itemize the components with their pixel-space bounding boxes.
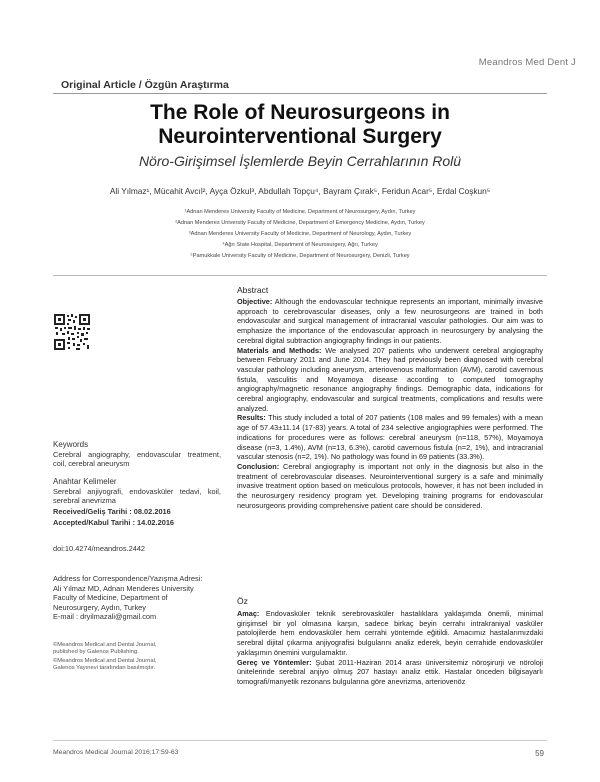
- objective-label: Objective:: [237, 297, 273, 306]
- authors: Ali Yılmaz¹, Mücahit Avcıl², Ayça Özkul³, Abdullah Topçu⁴, Bayram Çırak⁵, Feridun Acar⁵, Erdal Coşkun⁵: [109, 186, 491, 196]
- journal-header: Meandros Med Dent J: [478, 57, 576, 68]
- affiliation-3: ³Adnan Menderes University Faculty of Medicine, Department of Neurology, Aydın, Turkey: [188, 231, 412, 237]
- conclusion-text: Cerebral angiography is important not only in the diagnosis but also in the treatment of cerebrovascular diseases. Neurointerventional surgery is a safe and minimally invasive treatment option based on meticulous protocols, however, it has not been included in the neurosurgery residency program yet. Developing training programs for endovascular neurosurgeons providing comprehensive patient care should be considered.: [237, 461, 543, 510]
- subtitle: Nöro-Girişimsel İşlemlerde Beyin Cerrahlarının Rolü: [138, 153, 462, 169]
- copyright-line: Galenos Yayınevi tarafından basılmıştır.: [53, 665, 156, 671]
- copyright-line: ©Meandros Medical and Dental Journal,: [53, 642, 157, 648]
- keywords-section: [53, 440, 221, 469]
- affiliation-5: ⁵Pamukkale University Faculty of Medicine, Department of Neurosurgery, Denizli, Turkey: [190, 253, 410, 259]
- page-number: 59: [535, 749, 544, 758]
- methods-label: Materials and Methods:: [237, 345, 322, 355]
- address-line: Faculty of Medicine, Department of: [53, 593, 168, 603]
- email[interactable]: E-mail : dryilmazali@gmail.com: [53, 612, 157, 622]
- address-line: Neurosurgery, Aydın, Turkey: [53, 602, 146, 612]
- amac-text: Endovasküler teknik serebrovasküler hastalıklara yaklaşımda önemli, minimal girişimsel bir yol olmasına karşın, sadece birkaç beyin cerrahı intrakraniyal vasküler patolojilerde hem endovasküler hem cerrahi yöntemde eğitildi. Amacımız hastalarımızdaki serebral dijital çıkarma anjiyografisi bulgularını analiz ederek, beyin cerrahide endovasküler yaklaşımın önemini vurgulamaktır.: [237, 609, 543, 657]
- abstract-body: [237, 297, 543, 510]
- title-line-2: Neurointerventional Surgery: [158, 125, 442, 148]
- abstract-title: Abstract: [237, 285, 269, 295]
- address-line: Ali Yılmaz MD, Adnan Menderes University: [53, 583, 194, 593]
- copyright-line: published by Galenos Publishing.: [53, 649, 139, 655]
- keywords-text: Cerebral angiography, endovascular treatment, coil, cerebral aneurysm: [53, 449, 221, 469]
- accepted-date: Accepted/Kabul Tarihi : 14.02.2016: [53, 518, 175, 527]
- gerec-text: Şubat 2011-Haziran 2014 arası üniversitemiz nöroşirurji ve nöroloji ünitelerinde serebral anjiyo olmuş 207 hastayı analiz ettik. Hastalar önceden bilgisayarlı tomografi/manyetik rezonans bulgularına göre anevrizma, arteriovenöz: [237, 657, 544, 686]
- oz-body: [237, 609, 543, 687]
- copyright-line: ©Meandros Medical and Dental Journal,: [53, 658, 157, 664]
- footer-citation: Meandros Medical Journal 2016;17:59-63: [53, 749, 179, 756]
- anahtar-section: [53, 477, 221, 506]
- qr-code-icon: [53, 313, 91, 351]
- received-date: Received/Geliş Tarihi : 08.02.2016: [53, 507, 171, 516]
- affiliation-2: ²Adnan Menderes University Faculty of Medicine, Department of Emergency Medicine, Aydın, Turkey: [175, 220, 425, 226]
- keywords-title: Keywords: [53, 440, 89, 449]
- affiliation-1: ¹Adnan Menderes University Faculty of Medicine, Department of Neurosurgery, Aydın, Turkey: [184, 209, 416, 215]
- abstract-methods: [237, 346, 543, 414]
- address-title: Address for Correspondence/Yazışma Adresi:: [53, 574, 203, 583]
- gerec-label: Gereç ve Yöntemler:: [237, 657, 312, 667]
- title-line-1: The Role of Neurosurgeons in: [150, 101, 450, 124]
- article-type: Original Article / Özgün Araştırma: [61, 79, 229, 91]
- divider: [53, 275, 547, 276]
- copyright: [53, 642, 223, 672]
- oz-gerec: [237, 658, 543, 687]
- anahtar-title: Anahtar Kelimeler: [53, 477, 117, 486]
- methods-text: We analysed 207 patients who underwent cerebral angiography between February 2011 and June 2014. They had previously been diagnosed with cerebral vascular pathology including aneurysm, arteriovenous malformation (AVM), carotid cavernous fistula, vasculitis and Moyamoya disease according to computed tomography angiography/magnetic resonance angiography findings. Demographic data, indications for cerebral angiography, endovascular and surgical treatments, complications and results were analyzed.: [237, 345, 543, 413]
- footer-divider: [53, 740, 547, 741]
- affiliation-4: ⁴Ağrı State Hospital, Department of Neurosurgery, Ağrı, Turkey: [222, 242, 378, 248]
- abstract-results: [237, 413, 543, 462]
- anahtar-text: Serebral anjiyografi, endovasküler tedavi, koil, serebral anevrizma: [53, 486, 221, 506]
- doi: doi:10.4274/meandros.2442: [53, 544, 146, 553]
- divider: [53, 93, 547, 94]
- conclusion-label: Conclusion:: [237, 461, 280, 471]
- correspondence-section: [53, 574, 221, 622]
- abstract-objective: [237, 297, 543, 346]
- objective-text: Although the endovascular technique represents an important, minimally invasive approach to cerebrovascular diseases, only a few neurosurgeons are trained in both endovascular and surgical management of intracranial vascular pathologies. Our aim was to emphasize the importance of the endovascular approach in neurosurgery by analysing the cerebral digital subtraction angiography findings in our patients.: [237, 297, 543, 345]
- oz-amac: [237, 609, 543, 658]
- abstract-conclusion: [237, 462, 543, 511]
- results-label: Results:: [237, 413, 266, 423]
- page-title: [0, 101, 600, 149]
- amac-label: Amaç:: [237, 609, 260, 618]
- results-text: This study included a total of 207 patients (108 males and 99 females) with a mean age of 57.43±11.14 (17-83) years. A total of 234 selective angiographies were performed. The indications for procedures were as follows: cerebral aneurysm (n=118, 57%), Moyamoya disease (n=3, 1.4%), AVM (n=13, 6.3%), carotid cavernous fistula (n=2, 1%), and intracranial vascular stenosis (n=2, 1%). No pathology was found in 69 patients (33.3%).: [237, 413, 543, 462]
- oz-title: Öz: [237, 596, 248, 606]
